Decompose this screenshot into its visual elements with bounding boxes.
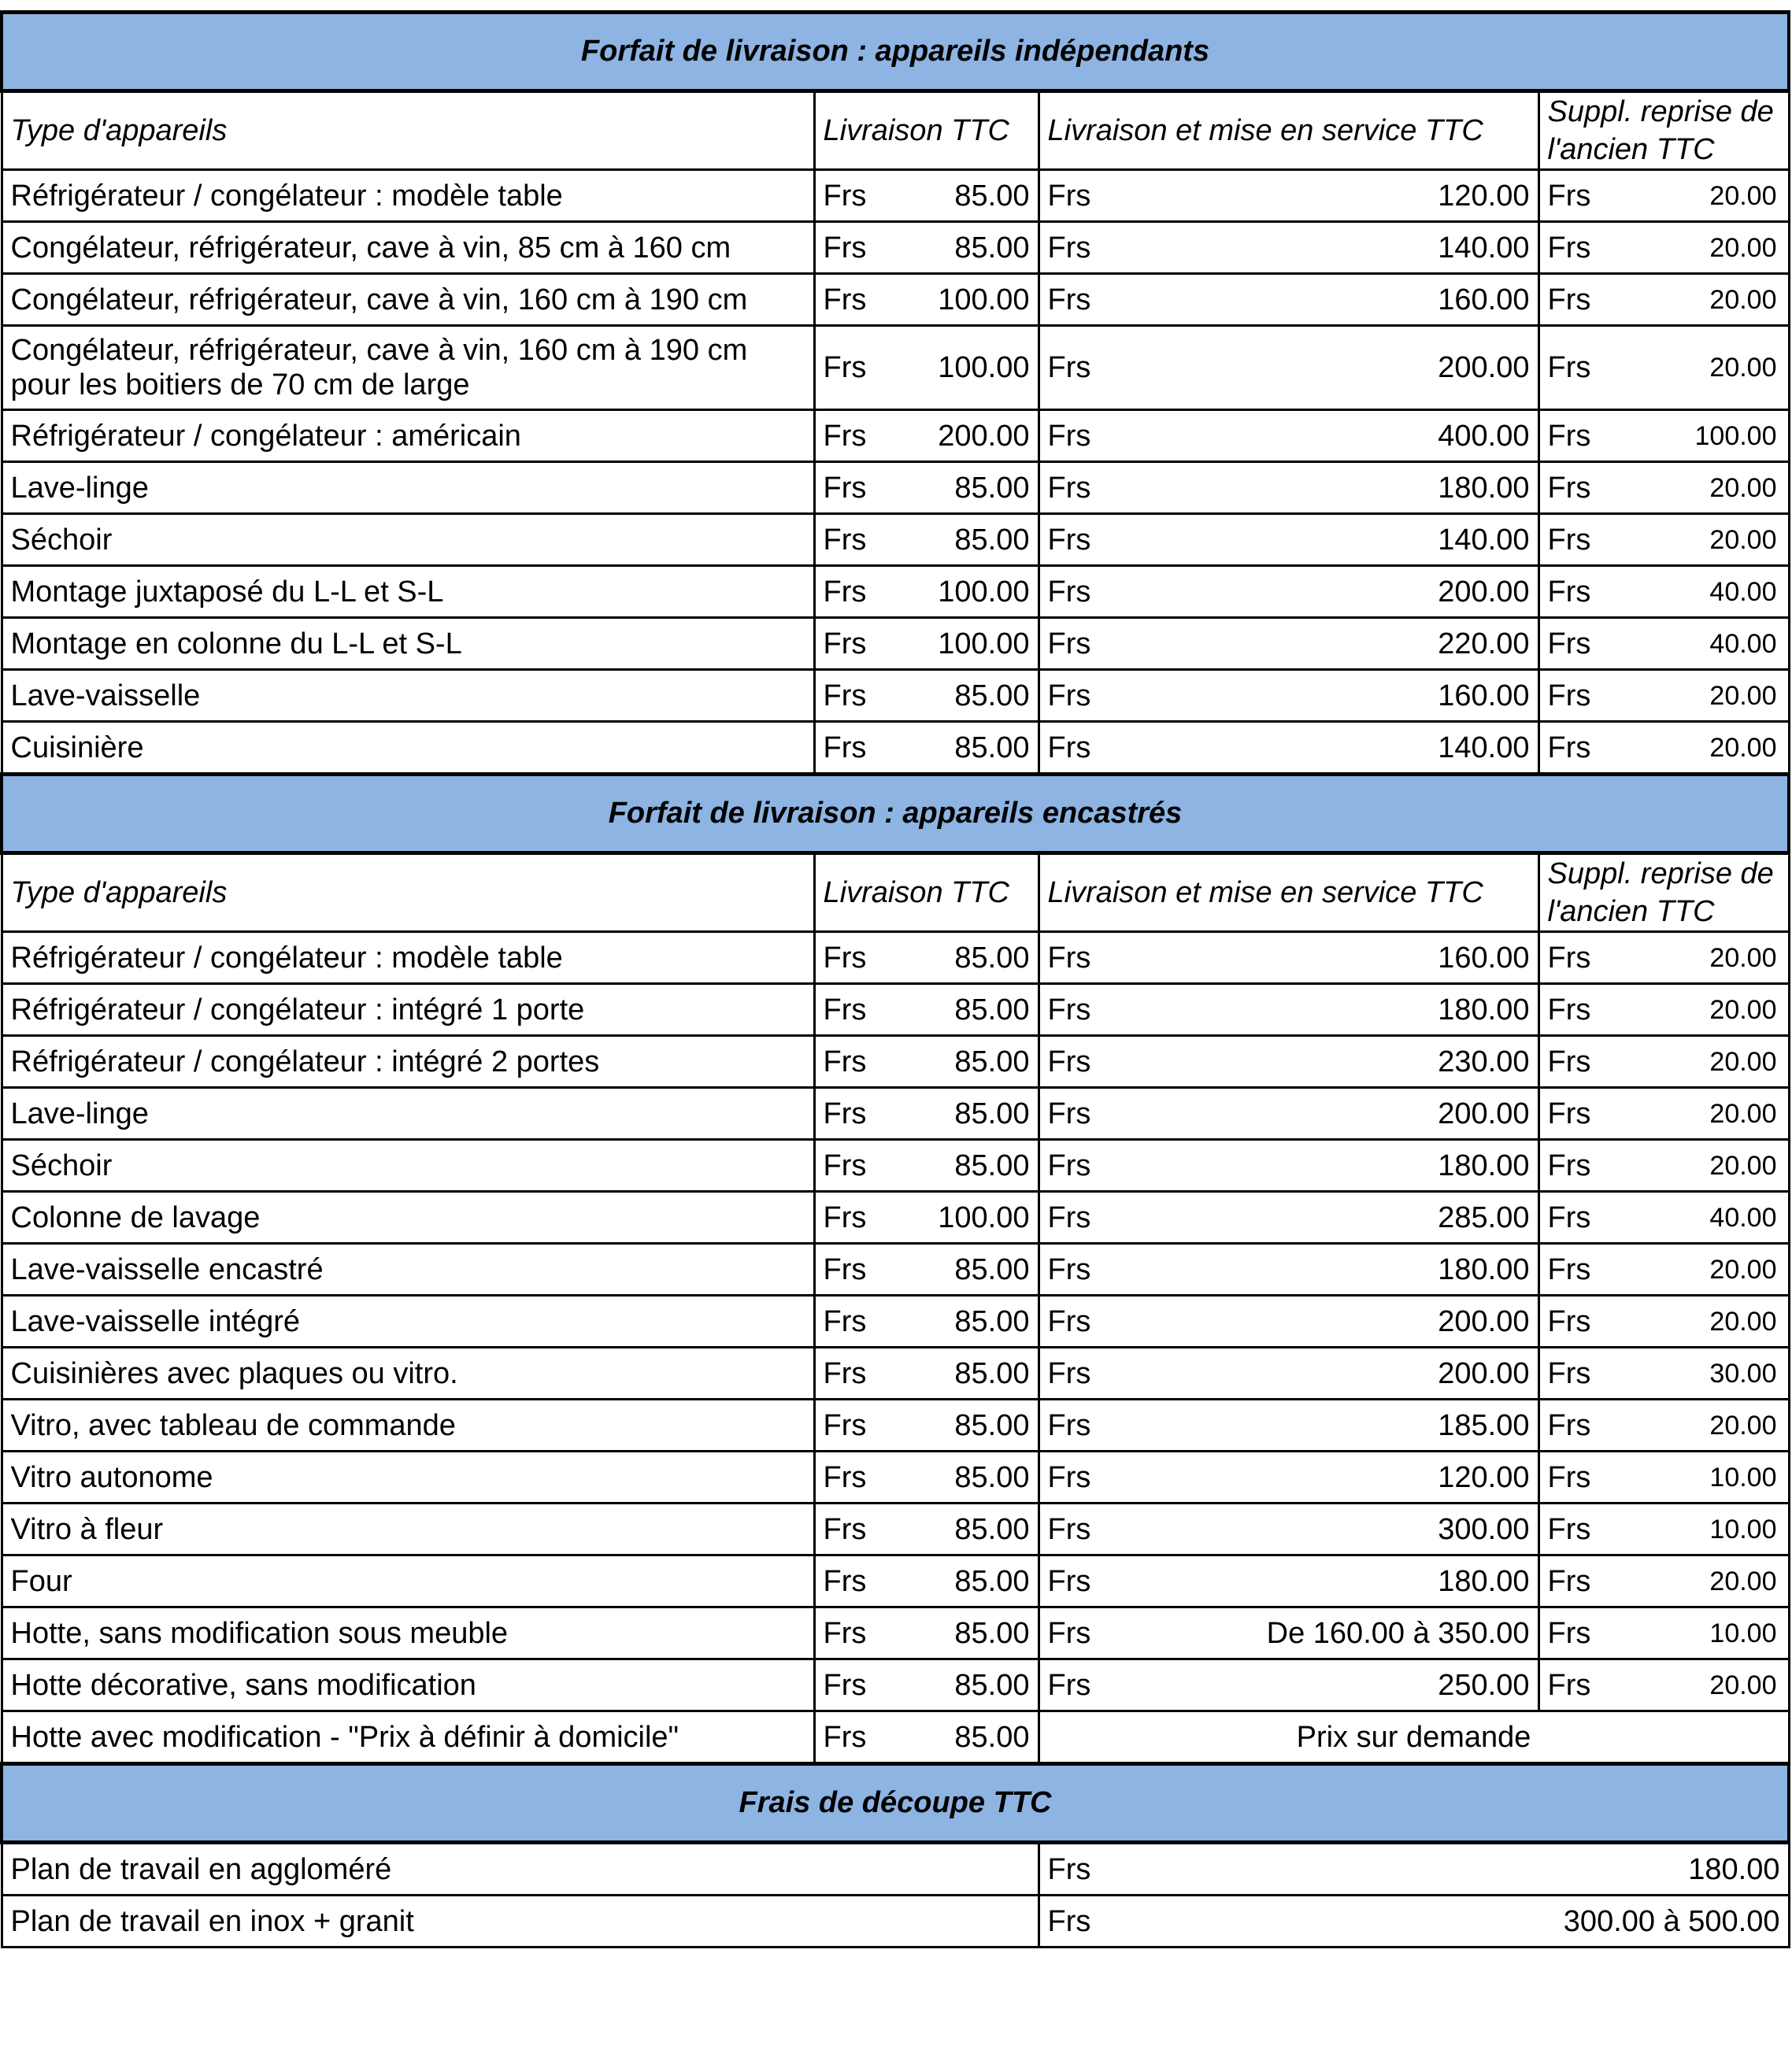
price-mise-en-service: 200.00 [1117, 326, 1538, 410]
price-mise-en-service: 160.00 [1117, 274, 1538, 326]
price-livraison: 200.00 [893, 410, 1039, 462]
table-row [2, 274, 1789, 326]
currency-label: Frs [1039, 1555, 1117, 1607]
table-row [2, 1659, 1789, 1711]
section-title-row [2, 1764, 1789, 1843]
price-reprise: 20.00 [1617, 932, 1789, 984]
currency-label: Frs [1039, 1659, 1117, 1711]
section-title-row [2, 13, 1789, 91]
table-row [2, 984, 1789, 1036]
currency-label: Frs [1538, 410, 1617, 462]
currency-label: Frs [1538, 514, 1617, 566]
currency-label: Frs [814, 170, 893, 222]
price-mise-en-service: 200.00 [1117, 566, 1538, 618]
currency-label: Frs [1538, 274, 1617, 326]
currency-label: Frs [1039, 1244, 1117, 1296]
currency-label: Frs [1039, 1400, 1117, 1452]
price-reprise: 10.00 [1617, 1504, 1789, 1555]
price-reprise: 30.00 [1617, 1348, 1789, 1400]
currency-label: Frs [1538, 1348, 1617, 1400]
price-reprise: 10.00 [1617, 1452, 1789, 1504]
price-table [0, 10, 1790, 1948]
appliance-label: Cuisinière [2, 722, 814, 775]
price-reprise: 20.00 [1617, 514, 1789, 566]
table-row [2, 618, 1789, 670]
currency-label: Frs [814, 1711, 893, 1764]
price-livraison: 85.00 [893, 1452, 1039, 1504]
price-mise-en-service: 400.00 [1117, 410, 1538, 462]
price-reprise: 20.00 [1617, 1659, 1789, 1711]
price-mise-en-service: 300.00 [1117, 1504, 1538, 1555]
price-reprise: 40.00 [1617, 1192, 1789, 1244]
price-mise-en-service: 140.00 [1117, 514, 1538, 566]
price-reprise: 40.00 [1617, 618, 1789, 670]
appliance-label: Réfrigérateur / congélateur : intégré 1 porte [2, 984, 814, 1036]
price-mise-en-service: 285.00 [1117, 1192, 1538, 1244]
currency-label: Frs [1538, 1296, 1617, 1348]
table-row [2, 1896, 1789, 1948]
table-row [2, 514, 1789, 566]
table-row [2, 1296, 1789, 1348]
currency-label: Frs [814, 1348, 893, 1400]
currency-label: Frs [1538, 1244, 1617, 1296]
price-mise-en-service: 220.00 [1117, 618, 1538, 670]
table-row [2, 1244, 1789, 1296]
currency-label: Frs [1039, 274, 1117, 326]
appliance-label: Montage juxtaposé du L-L et S-L [2, 566, 814, 618]
price-livraison: 85.00 [893, 1036, 1039, 1088]
price-mise-en-service: 160.00 [1117, 670, 1538, 722]
currency-label: Frs [1538, 1400, 1617, 1452]
table-row [2, 222, 1789, 274]
column-header-mise-en-service: Livraison et mise en service TTC [1039, 853, 1538, 932]
price-on-request-note: Prix sur demande [1039, 1711, 1789, 1764]
currency-label: Frs [814, 514, 893, 566]
currency-label: Frs [814, 984, 893, 1036]
currency-label: Frs [814, 1296, 893, 1348]
price-mise-en-service: 180.00 [1117, 1140, 1538, 1192]
price-reprise: 20.00 [1617, 670, 1789, 722]
column-header-mise-en-service: Livraison et mise en service TTC [1039, 91, 1538, 170]
currency-label: Frs [1039, 1504, 1117, 1555]
currency-label: Frs [1538, 932, 1617, 984]
currency-label: Frs [1039, 1036, 1117, 1088]
price-decoupe: 300.00 à 500.00 [1117, 1896, 1789, 1948]
table-row [2, 722, 1789, 775]
table-row [2, 170, 1789, 222]
currency-label: Frs [814, 1244, 893, 1296]
currency-label: Frs [1538, 1607, 1617, 1659]
appliance-label: Four [2, 1555, 814, 1607]
price-reprise: 10.00 [1617, 1607, 1789, 1659]
price-livraison: 100.00 [893, 618, 1039, 670]
column-header-livraison: Livraison TTC [814, 91, 1039, 170]
price-mise-en-service: De 160.00 à 350.00 [1117, 1607, 1538, 1659]
price-reprise: 20.00 [1617, 722, 1789, 775]
appliance-label: Lave-vaisselle [2, 670, 814, 722]
appliance-label: Montage en colonne du L-L et S-L [2, 618, 814, 670]
currency-label: Frs [1039, 566, 1117, 618]
currency-label: Frs [814, 618, 893, 670]
price-mise-en-service: 140.00 [1117, 222, 1538, 274]
currency-label: Frs [1039, 1192, 1117, 1244]
currency-label: Frs [1538, 1659, 1617, 1711]
price-reprise: 20.00 [1617, 1088, 1789, 1140]
currency-label: Frs [814, 1452, 893, 1504]
currency-label: Frs [1538, 1036, 1617, 1088]
currency-label: Frs [1538, 670, 1617, 722]
price-mise-en-service: 180.00 [1117, 1555, 1538, 1607]
price-mise-en-service: 200.00 [1117, 1296, 1538, 1348]
price-mise-en-service: 250.00 [1117, 1659, 1538, 1711]
currency-label: Frs [1039, 326, 1117, 410]
table-row [2, 566, 1789, 618]
currency-label: Frs [1039, 1348, 1117, 1400]
currency-label: Frs [1039, 170, 1117, 222]
price-livraison: 85.00 [893, 1140, 1039, 1192]
currency-label: Frs [814, 1504, 893, 1555]
appliance-label: Vitro à fleur [2, 1504, 814, 1555]
price-livraison: 85.00 [893, 1348, 1039, 1400]
appliance-label: Lave-vaisselle encastré [2, 1244, 814, 1296]
price-reprise: 20.00 [1617, 326, 1789, 410]
table-row [2, 462, 1789, 514]
price-mise-en-service: 120.00 [1117, 1452, 1538, 1504]
price-livraison: 85.00 [893, 1555, 1039, 1607]
price-reprise: 40.00 [1617, 566, 1789, 618]
appliance-label: Lave-linge [2, 462, 814, 514]
currency-label: Frs [1538, 1088, 1617, 1140]
currency-label: Frs [814, 274, 893, 326]
worktop-label: Plan de travail en inox + granit [2, 1896, 1039, 1948]
price-livraison: 85.00 [893, 170, 1039, 222]
column-header-livraison: Livraison TTC [814, 853, 1039, 932]
table-row [2, 326, 1789, 410]
table-row [2, 1555, 1789, 1607]
price-livraison: 85.00 [893, 1088, 1039, 1140]
table-row [2, 1711, 1789, 1764]
price-livraison: 100.00 [893, 326, 1039, 410]
currency-label: Frs [814, 1192, 893, 1244]
appliance-label: Séchoir [2, 514, 814, 566]
appliance-label: Cuisinières avec plaques ou vitro. [2, 1348, 814, 1400]
price-livraison: 85.00 [893, 984, 1039, 1036]
appliance-label: Vitro, avec tableau de commande [2, 1400, 814, 1452]
currency-label: Frs [1538, 1452, 1617, 1504]
currency-label: Frs [814, 932, 893, 984]
currency-label: Frs [814, 1088, 893, 1140]
appliance-label: Hotte avec modification - "Prix à définir à domicile" [2, 1711, 814, 1764]
currency-label: Frs [1039, 1452, 1117, 1504]
price-livraison: 100.00 [893, 1192, 1039, 1244]
currency-label: Frs [1039, 1843, 1117, 1896]
currency-label: Frs [1538, 1555, 1617, 1607]
price-livraison: 85.00 [893, 1400, 1039, 1452]
price-reprise: 100.00 [1617, 410, 1789, 462]
appliance-label: Lave-vaisselle intégré [2, 1296, 814, 1348]
price-mise-en-service: 230.00 [1117, 1036, 1538, 1088]
currency-label: Frs [814, 326, 893, 410]
currency-label: Frs [814, 1036, 893, 1088]
price-livraison: 85.00 [893, 1607, 1039, 1659]
appliance-label: Réfrigérateur / congélateur : modèle table [2, 932, 814, 984]
currency-label: Frs [1538, 1504, 1617, 1555]
price-mise-en-service: 200.00 [1117, 1088, 1538, 1140]
price-mise-en-service: 140.00 [1117, 722, 1538, 775]
currency-label: Frs [814, 1555, 893, 1607]
price-livraison: 85.00 [893, 670, 1039, 722]
table-row [2, 1504, 1789, 1555]
currency-label: Frs [1039, 1607, 1117, 1659]
price-reprise: 20.00 [1617, 984, 1789, 1036]
price-livraison: 85.00 [893, 1504, 1039, 1555]
table-row [2, 932, 1789, 984]
currency-label: Frs [1039, 722, 1117, 775]
currency-label: Frs [1039, 1140, 1117, 1192]
column-header-reprise: Suppl. reprise de l'ancien TTC [1538, 853, 1789, 932]
appliance-label: Réfrigérateur / congélateur : intégré 2 portes [2, 1036, 814, 1088]
currency-label: Frs [1039, 1296, 1117, 1348]
price-decoupe: 180.00 [1117, 1843, 1789, 1896]
currency-label: Frs [814, 1140, 893, 1192]
currency-label: Frs [1538, 722, 1617, 775]
section-title-row [2, 775, 1789, 853]
currency-label: Frs [814, 1659, 893, 1711]
table-row [2, 1036, 1789, 1088]
currency-label: Frs [1538, 170, 1617, 222]
price-mise-en-service: 200.00 [1117, 1348, 1538, 1400]
section-title: Forfait de livraison : appareils encastrés [2, 775, 1789, 853]
currency-label: Frs [1538, 462, 1617, 514]
currency-label: Frs [1538, 1140, 1617, 1192]
currency-label: Frs [814, 222, 893, 274]
currency-label: Frs [1039, 618, 1117, 670]
appliance-label: Hotte, sans modification sous meuble [2, 1607, 814, 1659]
currency-label: Frs [814, 410, 893, 462]
price-livraison: 85.00 [893, 514, 1039, 566]
price-reprise: 20.00 [1617, 170, 1789, 222]
table-row [2, 1452, 1789, 1504]
appliance-label: Colonne de lavage [2, 1192, 814, 1244]
table-row [2, 1400, 1789, 1452]
currency-label: Frs [1039, 410, 1117, 462]
table-header-row [2, 91, 1789, 170]
table-row [2, 670, 1789, 722]
price-mise-en-service: 120.00 [1117, 170, 1538, 222]
price-mise-en-service: 185.00 [1117, 1400, 1538, 1452]
price-livraison: 85.00 [893, 932, 1039, 984]
currency-label: Frs [1039, 1088, 1117, 1140]
column-header-type: Type d'appareils [2, 853, 814, 932]
appliance-label: Vitro autonome [2, 1452, 814, 1504]
appliance-label: Congélateur, réfrigérateur, cave à vin, 160 cm à 190 cm [2, 274, 814, 326]
appliance-label: Réfrigérateur / congélateur : américain [2, 410, 814, 462]
price-livraison: 85.00 [893, 222, 1039, 274]
appliance-label: Congélateur, réfrigérateur, cave à vin, 160 cm à 190 cm pour les boitiers de 70 cm de large [2, 326, 814, 410]
section-title: Forfait de livraison : appareils indépendants [2, 13, 1789, 91]
table-header-row [2, 853, 1789, 932]
table-row [2, 1192, 1789, 1244]
currency-label: Frs [1039, 1896, 1117, 1948]
price-reprise: 20.00 [1617, 1296, 1789, 1348]
currency-label: Frs [1538, 566, 1617, 618]
price-livraison: 85.00 [893, 462, 1039, 514]
currency-label: Frs [814, 670, 893, 722]
currency-label: Frs [1039, 984, 1117, 1036]
price-livraison: 85.00 [893, 1659, 1039, 1711]
appliance-label: Réfrigérateur / congélateur : modèle table [2, 170, 814, 222]
price-reprise: 20.00 [1617, 1400, 1789, 1452]
price-reprise: 20.00 [1617, 1555, 1789, 1607]
price-mise-en-service: 180.00 [1117, 1244, 1538, 1296]
currency-label: Frs [814, 722, 893, 775]
price-livraison: 100.00 [893, 274, 1039, 326]
price-reprise: 20.00 [1617, 1036, 1789, 1088]
table-row [2, 1348, 1789, 1400]
price-reprise: 20.00 [1617, 1140, 1789, 1192]
appliance-label: Congélateur, réfrigérateur, cave à vin, 85 cm à 160 cm [2, 222, 814, 274]
appliance-label: Lave-linge [2, 1088, 814, 1140]
currency-label: Frs [1039, 514, 1117, 566]
section-title: Frais de découpe TTC [2, 1764, 1789, 1843]
column-header-type: Type d'appareils [2, 91, 814, 170]
currency-label: Frs [1538, 618, 1617, 670]
price-livraison: 100.00 [893, 566, 1039, 618]
price-reprise: 20.00 [1617, 274, 1789, 326]
price-livraison: 85.00 [893, 722, 1039, 775]
price-livraison: 85.00 [893, 1711, 1039, 1764]
currency-label: Frs [1538, 222, 1617, 274]
appliance-label: Hotte décorative, sans modification [2, 1659, 814, 1711]
table-row [2, 410, 1789, 462]
table-row [2, 1607, 1789, 1659]
table-row [2, 1088, 1789, 1140]
worktop-label: Plan de travail en aggloméré [2, 1843, 1039, 1896]
currency-label: Frs [1039, 932, 1117, 984]
price-livraison: 85.00 [893, 1244, 1039, 1296]
price-reprise: 20.00 [1617, 1244, 1789, 1296]
currency-label: Frs [814, 462, 893, 514]
currency-label: Frs [1039, 222, 1117, 274]
currency-label: Frs [814, 1607, 893, 1659]
currency-label: Frs [1538, 1192, 1617, 1244]
currency-label: Frs [1039, 670, 1117, 722]
price-mise-en-service: 160.00 [1117, 932, 1538, 984]
appliance-label: Séchoir [2, 1140, 814, 1192]
currency-label: Frs [814, 1400, 893, 1452]
price-reprise: 20.00 [1617, 462, 1789, 514]
price-reprise: 20.00 [1617, 222, 1789, 274]
currency-label: Frs [1538, 326, 1617, 410]
table-row [2, 1843, 1789, 1896]
currency-label: Frs [1538, 984, 1617, 1036]
table-row [2, 1140, 1789, 1192]
price-mise-en-service: 180.00 [1117, 984, 1538, 1036]
currency-label: Frs [814, 566, 893, 618]
currency-label: Frs [1039, 462, 1117, 514]
column-header-reprise: Suppl. reprise de l'ancien TTC [1538, 91, 1789, 170]
price-mise-en-service: 180.00 [1117, 462, 1538, 514]
price-livraison: 85.00 [893, 1296, 1039, 1348]
